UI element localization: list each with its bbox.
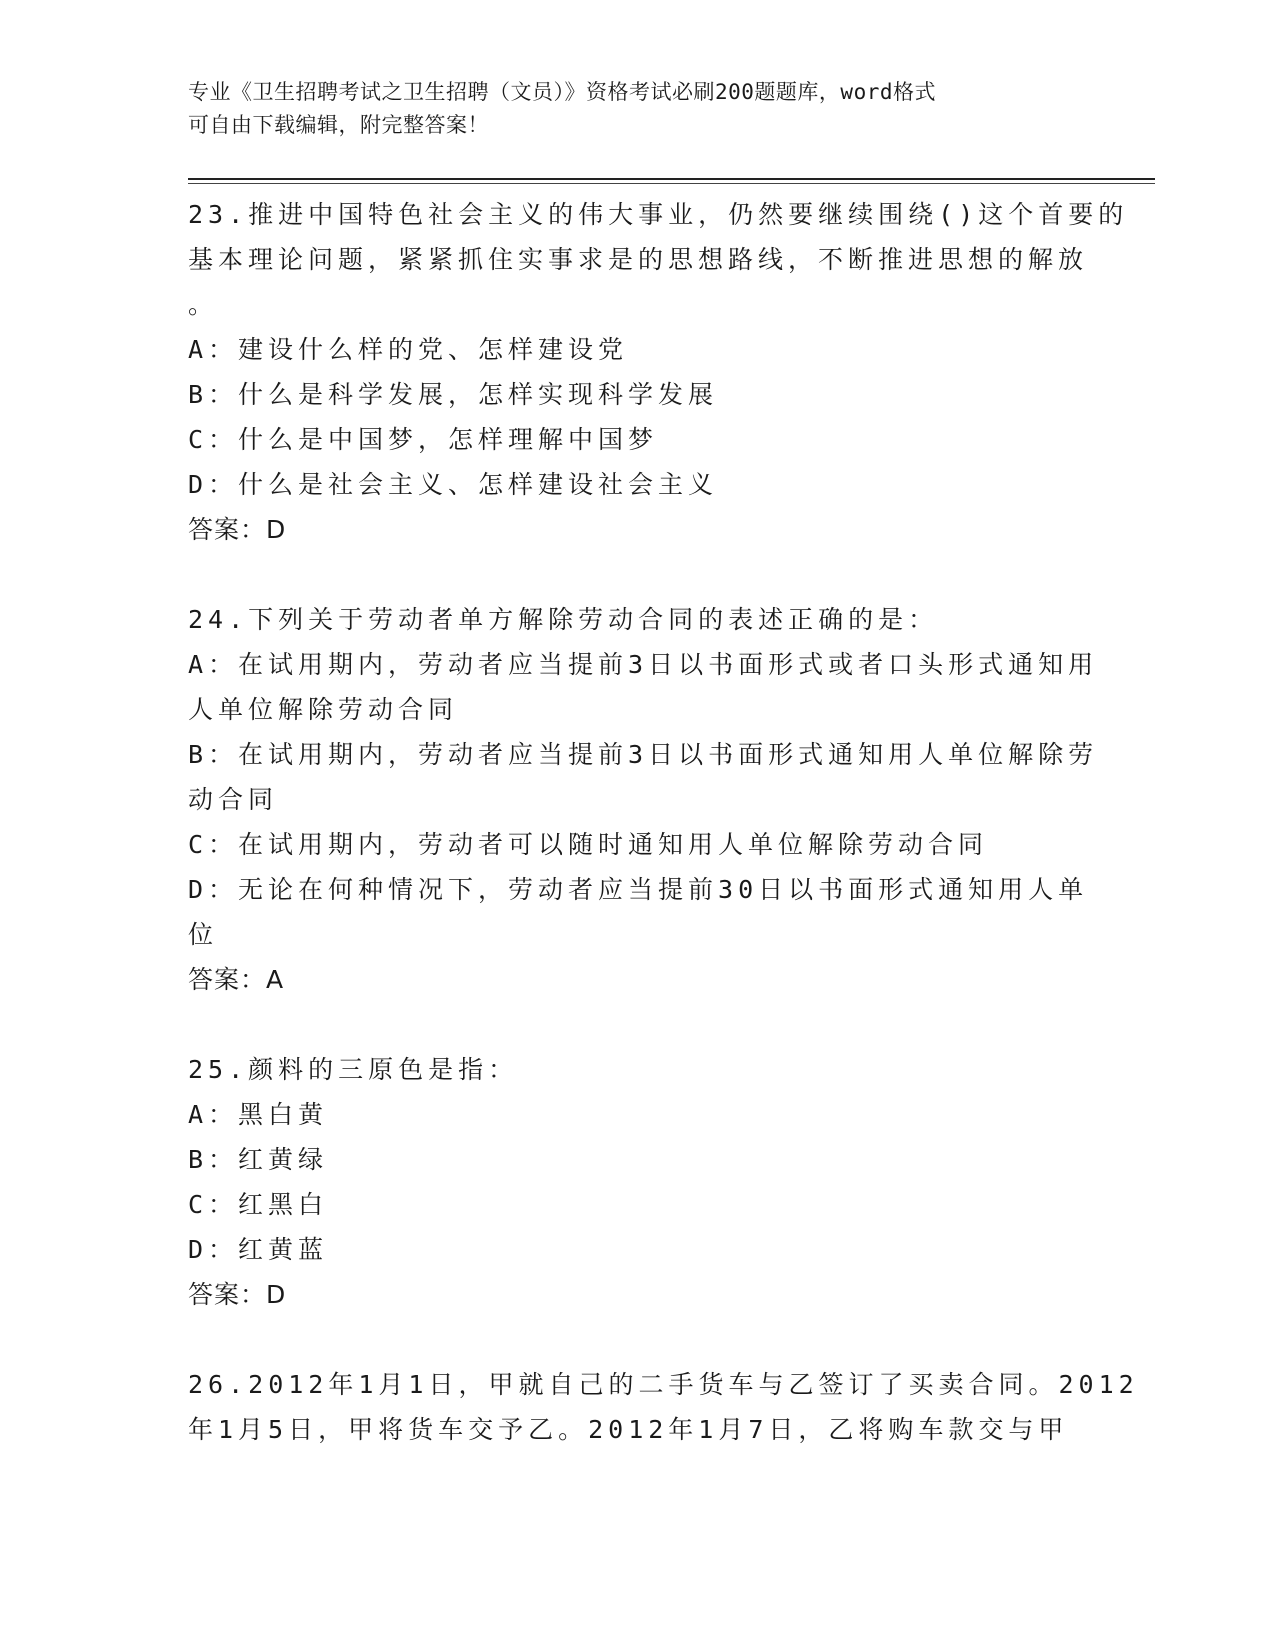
- question-26: [188, 1362, 1139, 1452]
- header-divider-thick: [188, 178, 1155, 180]
- option-d-line: D：什么是社会主义、怎样建设社会主义: [188, 470, 719, 499]
- option-a-line: 人单位解除劳动合同: [188, 695, 459, 724]
- option-b-line: B：红黄绿: [188, 1145, 329, 1174]
- question-stem-line: 年1月5日，甲将货车交予乙。2012年1月7日，乙将购车款交与甲: [188, 1415, 1069, 1444]
- option-c-line: C：在试用期内，劳动者可以随时通知用人单位解除劳动合同: [188, 830, 989, 859]
- answer-label: 答案：D: [188, 1280, 287, 1309]
- question-list: [188, 192, 1139, 1452]
- option-c-line: C：红黑白: [188, 1190, 329, 1219]
- question-stem-line: 24.下列关于劳动者单方解除劳动合同的表述正确的是：: [188, 605, 939, 634]
- option-c-line: C：什么是中国梦，怎样理解中国梦: [188, 425, 659, 454]
- option-a-line: A：在试用期内，劳动者应当提前3日以书面形式或者口头形式通知用: [188, 650, 1099, 679]
- option-d-line: 位: [188, 920, 219, 949]
- question-stem-line: 25.颜料的三原色是指：: [188, 1055, 519, 1084]
- question-25: [188, 1047, 1088, 1317]
- question-stem-line: 基本理论问题，紧紧抓住实事求是的思想路线，不断推进思想的解放: [188, 245, 1089, 274]
- header-line-2: 可自由下载编辑，附完整答案！: [188, 113, 489, 137]
- answer-label: 答案：D: [188, 515, 287, 544]
- option-a-line: A：建设什么样的党、怎样建设党: [188, 335, 629, 364]
- question-stem-line: 23.推进中国特色社会主义的伟大事业，仍然要继续围绕()这个首要的: [188, 200, 1129, 229]
- option-a-line: A：黑白黄: [188, 1100, 329, 1129]
- question-24: [188, 597, 1099, 1002]
- question-spacer: [188, 1317, 1088, 1362]
- option-b-line: 动合同: [188, 785, 279, 814]
- question-spacer: [188, 1002, 1088, 1047]
- document-header: [188, 76, 1088, 142]
- question-stem-line: 26.2012年1月1日，甲就自己的二手货车与乙签订了买卖合同。2012: [188, 1370, 1139, 1399]
- header-divider-thin: [188, 183, 1155, 184]
- question-23: [188, 192, 1129, 552]
- question-stem-line: 。: [188, 290, 219, 319]
- option-b-line: B：在试用期内，劳动者应当提前3日以书面形式通知用人单位解除劳: [188, 740, 1099, 769]
- answer-label: 答案：A: [188, 965, 285, 994]
- header-line-1: 专业《卫生招聘考试之卫生招聘（文员）》资格考试必刷200题题库，word格式: [188, 80, 936, 104]
- option-d-line: D：无论在何种情况下，劳动者应当提前30日以书面形式通知用人单: [188, 875, 1089, 904]
- option-b-line: B：什么是科学发展，怎样实现科学发展: [188, 380, 719, 409]
- question-spacer: [188, 552, 1088, 597]
- option-d-line: D：红黄蓝: [188, 1235, 329, 1264]
